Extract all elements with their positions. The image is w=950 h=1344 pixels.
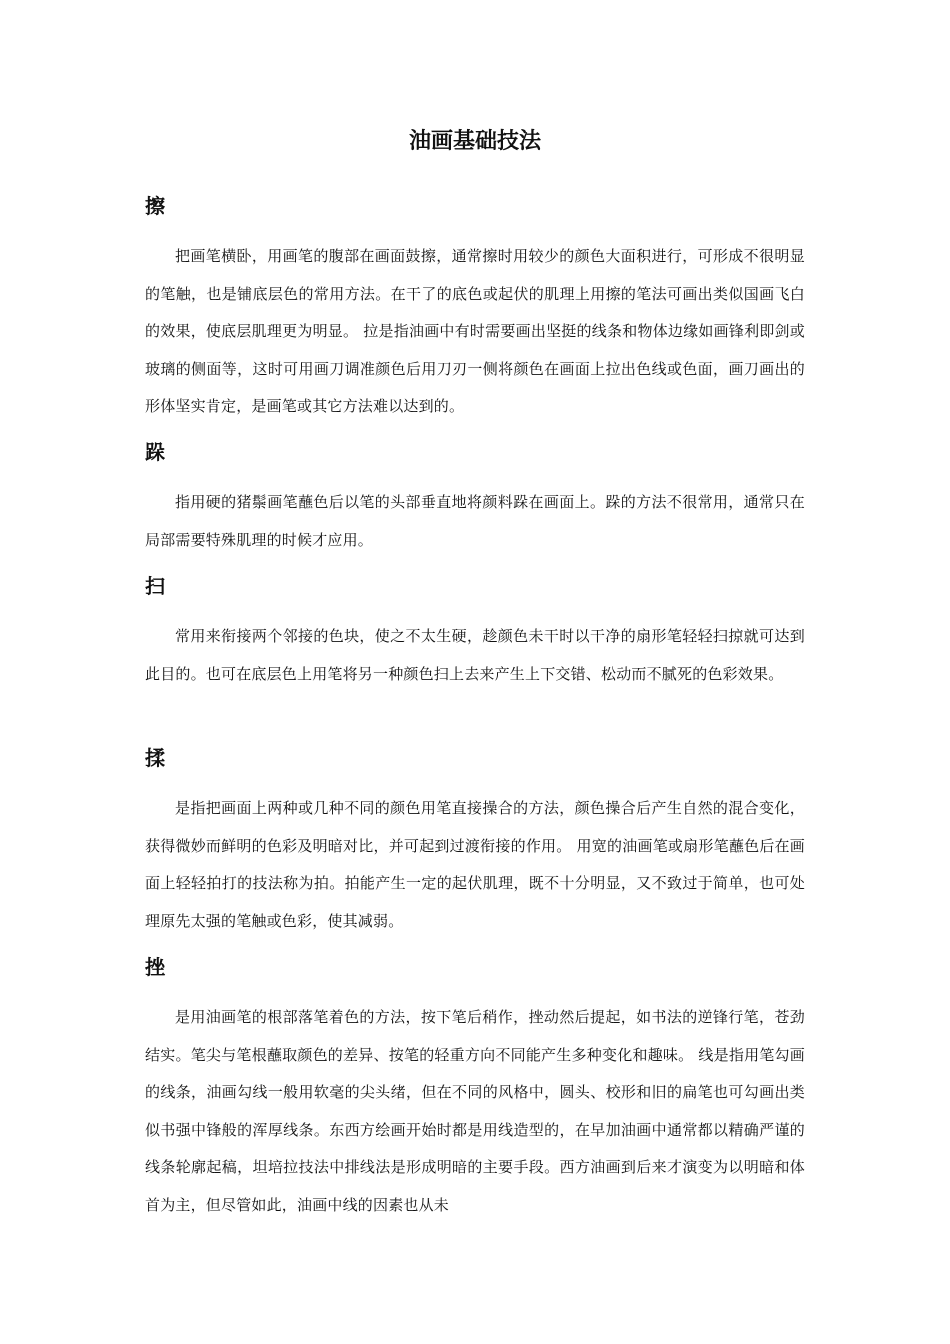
section-sao <box>145 571 805 693</box>
page-title: 油画基础技法 <box>408 129 541 154</box>
section-heading: 跺 <box>145 440 165 464</box>
section-body: 把画笔横卧，用画笔的腹部在画面鼓擦，通常擦时用较少的颜色大面积进行，可形成不很明显的笔触，也是铺底层色的常用方法。在干了的底色或起伏的肌理上用擦的笔法可画出类似国画飞白的效果，使底层肌理更为明显。 拉是指油画中有时需要画出坚挺的线条和物体边缘如画锋利即剑或玻璃的侧面等，这时可用画刀调准颜色后用刀刃一侧将颜色在画面上拉出色线或色面，画刀画出的形体坚实肯定，是画笔或其它方法难以达到的。 <box>145 247 805 415</box>
section-body: 是用油画笔的根部落笔着色的方法，按下笔后稍作，挫动然后提起，如书法的逆锋行笔，苍劲结实。笔尖与笔根蘸取颜色的差异、按笔的轻重方向不同能产生多种变化和趣味。 线是指用笔勾画的线条，油画勾线一般用软毫的尖头绪，但在不同的风格中，圆头、校形和旧的扁笔也可勾画出类似书强中锋般的浑厚线条。东西方绘画开始时都是用线造型的，在早加油画中通常都以精确严谨的线条轮廓起稿，坦培拉技法中排线法是形成明暗的主要手段。西方油画到后来才演变为以明暗和体首为主，但尽管如此，油画中线的因素也从未 <box>145 1008 805 1214</box>
section-ca <box>145 191 805 426</box>
section-body: 是指把画面上两种或几种不同的颜色用笔直接操合的方法，颜色操合后产生自然的混合变化，获得微妙而鲜明的色彩及明暗对比，并可起到过渡衔接的作用。 用宽的油画笔或扇形笔蘸色后在画面上轻轻拍打的技法称为拍。拍能产生一定的起伏肌理，既不十分明显，又不致过于简单，也可处理原先太强的笔触或色彩，使其减弱。 <box>145 799 805 930</box>
section-cuo <box>145 952 805 1224</box>
section-heading: 擦 <box>145 194 165 218</box>
section-heading: 揉 <box>145 746 165 770</box>
section-heading: 挫 <box>145 955 165 979</box>
section-rou <box>145 743 805 940</box>
section-body: 指用硬的猪鬃画笔蘸色后以笔的头部垂直地将颜料跺在画面上。跺的方法不很常用，通常只在局部需要特殊肌理的时候才应用。 <box>145 493 805 549</box>
section-heading: 扫 <box>145 574 165 598</box>
section-duo <box>145 437 805 559</box>
section-body: 常用来衔接两个邻接的色块，使之不太生硬，趁颜色未干时以干净的扇形笔轻轻扫掠就可达到此目的。也可在底层色上用笔将另一种颜色扫上去来产生上下交错、松动而不腻死的色彩效果。 <box>145 627 805 683</box>
